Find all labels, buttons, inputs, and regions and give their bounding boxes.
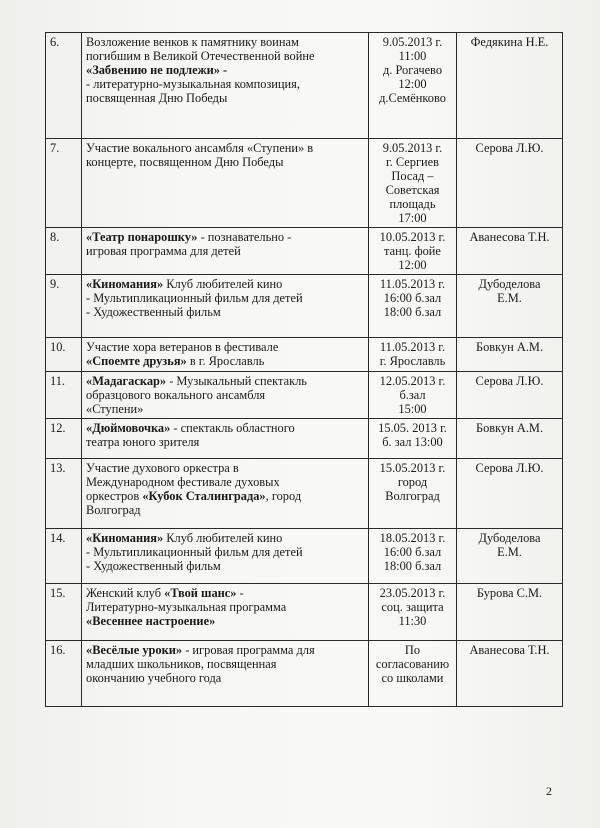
description-text: Женский клуб bbox=[86, 586, 165, 600]
description-line bbox=[86, 600, 364, 614]
description-line bbox=[86, 244, 364, 258]
description-line bbox=[86, 291, 364, 305]
row-number: 13. bbox=[46, 459, 82, 529]
event-date-place bbox=[369, 372, 457, 419]
table-row bbox=[46, 275, 563, 338]
date-line: Посад – bbox=[391, 169, 434, 183]
description-line bbox=[86, 503, 364, 517]
description-text: - bbox=[236, 586, 244, 600]
event-title: «Забвению не подлежи» - bbox=[86, 63, 228, 77]
description-text: погибшим в Великой Отечественной войне bbox=[86, 49, 315, 63]
description-line bbox=[86, 91, 364, 105]
event-title: «Киномания» bbox=[86, 277, 164, 291]
responsible-person bbox=[457, 529, 563, 584]
event-description bbox=[82, 275, 369, 338]
event-title: «Театр понарошку» bbox=[86, 230, 198, 244]
description-text: театра юного зрителя bbox=[86, 435, 200, 449]
description-text: Участие вокального ансамбля «Ступени» в bbox=[86, 141, 314, 155]
table-row bbox=[46, 228, 563, 275]
description-text: Клуб любителей кино bbox=[163, 531, 283, 545]
date-line: г. Сергиев bbox=[385, 155, 440, 169]
description-line bbox=[86, 277, 364, 291]
date-line: танц. фойе bbox=[384, 244, 441, 258]
date-line: 18:00 б.зал bbox=[383, 305, 442, 319]
date-line: Волгоград bbox=[385, 489, 440, 503]
event-title: «Споемте друзья» bbox=[86, 354, 187, 368]
date-line: 17:00 bbox=[398, 211, 427, 225]
description-text: - игровая программа для bbox=[182, 643, 315, 657]
description-line bbox=[86, 586, 364, 600]
description-text: Клуб любителей кино bbox=[163, 277, 283, 291]
date-line: город bbox=[397, 475, 428, 489]
date-line: д.Семёнково bbox=[379, 91, 446, 105]
event-date-place bbox=[369, 275, 457, 338]
event-description bbox=[82, 139, 369, 228]
description-line bbox=[86, 559, 364, 573]
row-number: 10. bbox=[46, 338, 82, 372]
responsible-person bbox=[457, 584, 563, 641]
table-row bbox=[46, 139, 563, 228]
event-description bbox=[82, 459, 369, 529]
date-line: 16:00 б.зал bbox=[383, 545, 442, 559]
date-line: 11:30 bbox=[398, 614, 427, 628]
description-text: младших школьников, посвященная bbox=[86, 657, 277, 671]
description-line bbox=[86, 421, 364, 435]
date-line: со школами bbox=[381, 671, 444, 685]
description-line bbox=[86, 35, 364, 49]
table-row bbox=[46, 641, 563, 707]
event-title: «Весёлые уроки» bbox=[86, 643, 183, 657]
description-line bbox=[86, 340, 364, 354]
date-line: 18:00 б.зал bbox=[383, 559, 442, 573]
description-line bbox=[86, 614, 364, 628]
description-line bbox=[86, 643, 364, 657]
responsible-person bbox=[457, 139, 563, 228]
description-line bbox=[86, 77, 364, 91]
event-title: «Дюймовочка» bbox=[86, 421, 171, 435]
row-number: 14. bbox=[46, 529, 82, 584]
event-title: «Киномания» bbox=[86, 531, 164, 545]
date-line: 12.05.2013 г. bbox=[379, 374, 446, 388]
description-line bbox=[86, 388, 364, 402]
responsible-line: Серова Л.Ю. bbox=[475, 461, 544, 475]
description-text: , город bbox=[265, 489, 302, 503]
responsible-person bbox=[457, 275, 563, 338]
date-line: 9.05.2013 г. bbox=[382, 35, 443, 49]
event-description bbox=[82, 529, 369, 584]
responsible-line: Аванесова Т.Н. bbox=[469, 230, 550, 244]
date-line: д. Рогачево bbox=[382, 63, 443, 77]
description-text: образцового вокального ансамбля bbox=[86, 388, 266, 402]
table-row bbox=[46, 584, 563, 641]
date-line: 16:00 б.зал bbox=[383, 291, 442, 305]
date-line: 15:00 bbox=[398, 402, 427, 416]
event-description bbox=[82, 338, 369, 372]
event-date-place bbox=[369, 529, 457, 584]
event-title: «Кубок Сталинграда» bbox=[142, 489, 266, 503]
description-line bbox=[86, 489, 364, 503]
responsible-line: Бовкун А.М. bbox=[475, 421, 544, 435]
date-line: б. зал 13:00 bbox=[382, 435, 443, 449]
row-number: 11. bbox=[46, 372, 82, 419]
event-date-place bbox=[369, 419, 457, 459]
responsible-line: Е.М. bbox=[497, 545, 522, 559]
description-text: - познавательно - bbox=[197, 230, 292, 244]
description-line bbox=[86, 305, 364, 319]
date-line: 11.05.2013 г. bbox=[379, 277, 446, 291]
description-text: Литературно-музыкальная программа bbox=[86, 600, 287, 614]
event-description bbox=[82, 584, 369, 641]
table-row bbox=[46, 338, 563, 372]
description-line bbox=[86, 230, 364, 244]
date-line: По bbox=[404, 643, 421, 657]
description-line bbox=[86, 461, 364, 475]
date-line: 23.05.2013 г. bbox=[379, 586, 446, 600]
row-number: 8. bbox=[46, 228, 82, 275]
date-line: 15.05. 2013 г. bbox=[378, 421, 447, 435]
description-text: Возложение венков к памятнику воинам bbox=[86, 35, 299, 49]
events-table-body bbox=[46, 33, 563, 707]
event-title: «Весеннее настроение» bbox=[86, 614, 216, 628]
responsible-line: Бовкун А.М. bbox=[475, 340, 544, 354]
description-text: - Художественный фильм bbox=[86, 305, 221, 319]
table-row bbox=[46, 33, 563, 139]
description-line bbox=[86, 354, 364, 368]
responsible-line: Е.М. bbox=[497, 291, 522, 305]
description-line bbox=[86, 141, 364, 155]
description-line bbox=[86, 531, 364, 545]
description-text: Волгоград bbox=[86, 503, 141, 517]
date-line: г. Ярославль bbox=[379, 354, 446, 368]
row-number: 12. bbox=[46, 419, 82, 459]
event-description bbox=[82, 228, 369, 275]
description-text: - литературно-музыкальная композиция, bbox=[86, 77, 300, 91]
description-line bbox=[86, 671, 364, 685]
event-title: «Твой шанс» bbox=[164, 586, 237, 600]
responsible-line: Федякина Н.Е. bbox=[470, 35, 549, 49]
table-row bbox=[46, 529, 563, 584]
responsible-person bbox=[457, 419, 563, 459]
description-line bbox=[86, 402, 364, 416]
date-line: 11.05.2013 г. bbox=[379, 340, 446, 354]
description-text: Международном фестивале духовых bbox=[86, 475, 280, 489]
responsible-person bbox=[457, 228, 563, 275]
date-line: 12:00 bbox=[398, 258, 427, 272]
date-line: 15.05.2013 г. bbox=[379, 461, 446, 475]
description-text: оркестров bbox=[86, 489, 143, 503]
description-text: концерте, посвященном Дню Победы bbox=[86, 155, 284, 169]
date-line: 9.05.2013 г. bbox=[382, 141, 443, 155]
description-line bbox=[86, 63, 364, 77]
event-description bbox=[82, 641, 369, 707]
event-date-place bbox=[369, 139, 457, 228]
table-row bbox=[46, 372, 563, 419]
table-row bbox=[46, 459, 563, 529]
description-text: - спектакль областного bbox=[170, 421, 295, 435]
description-text: «Ступени» bbox=[86, 402, 144, 416]
event-date-place bbox=[369, 33, 457, 139]
responsible-line: Серова Л.Ю. bbox=[475, 374, 544, 388]
description-text: - Музыкальный спектакль bbox=[166, 374, 307, 388]
responsible-person bbox=[457, 33, 563, 139]
responsible-line: Дубоделова bbox=[478, 277, 541, 291]
responsible-line: Дубоделова bbox=[478, 531, 541, 545]
description-line bbox=[86, 545, 364, 559]
date-line: 11:00 bbox=[398, 49, 427, 63]
row-number: 9. bbox=[46, 275, 82, 338]
date-line: Советская bbox=[385, 183, 440, 197]
description-text: окончанию учебного года bbox=[86, 671, 222, 685]
date-line: 12:00 bbox=[398, 77, 427, 91]
responsible-line: Серова Л.Ю. bbox=[475, 141, 544, 155]
date-line: согласованию bbox=[375, 657, 450, 671]
date-line: площадь bbox=[389, 197, 436, 211]
date-line: 18.05.2013 г. bbox=[379, 531, 446, 545]
row-number: 16. bbox=[46, 641, 82, 707]
description-text: посвященная Дню Победы bbox=[86, 91, 228, 105]
description-text: - Художественный фильм bbox=[86, 559, 221, 573]
description-text: - Мультипликационный фильм для детей bbox=[86, 291, 303, 305]
table-row bbox=[46, 419, 563, 459]
responsible-person bbox=[457, 459, 563, 529]
row-number: 7. bbox=[46, 139, 82, 228]
page-number: 2 bbox=[546, 784, 552, 798]
description-text: в г. Ярославль bbox=[186, 354, 265, 368]
description-line bbox=[86, 435, 364, 449]
description-text: игровая программа для детей bbox=[86, 244, 241, 258]
description-line bbox=[86, 155, 364, 169]
date-line: 10.05.2013 г. bbox=[379, 230, 446, 244]
date-line: соц. защита bbox=[381, 600, 444, 614]
description-text: Участие хора ветеранов в фестивале bbox=[86, 340, 279, 354]
event-title: «Мадагаскар» bbox=[86, 374, 167, 388]
responsible-line: Аванесова Т.Н. bbox=[469, 643, 550, 657]
description-line bbox=[86, 475, 364, 489]
row-number: 6. bbox=[46, 33, 82, 139]
event-date-place bbox=[369, 338, 457, 372]
event-description bbox=[82, 33, 369, 139]
description-line bbox=[86, 49, 364, 63]
description-line bbox=[86, 657, 364, 671]
events-table bbox=[45, 32, 563, 707]
row-number: 15. bbox=[46, 584, 82, 641]
event-date-place bbox=[369, 584, 457, 641]
event-date-place bbox=[369, 459, 457, 529]
event-date-place bbox=[369, 641, 457, 707]
event-description bbox=[82, 372, 369, 419]
description-text: Участие духового оркестра в bbox=[86, 461, 239, 475]
responsible-person bbox=[457, 372, 563, 419]
description-text: - Мультипликационный фильм для детей bbox=[86, 545, 303, 559]
responsible-person bbox=[457, 338, 563, 372]
date-line: б.зал bbox=[399, 388, 426, 402]
event-description bbox=[82, 419, 369, 459]
event-date-place bbox=[369, 228, 457, 275]
responsible-person bbox=[457, 641, 563, 707]
description-line bbox=[86, 374, 364, 388]
responsible-line: Бурова С.М. bbox=[476, 586, 543, 600]
